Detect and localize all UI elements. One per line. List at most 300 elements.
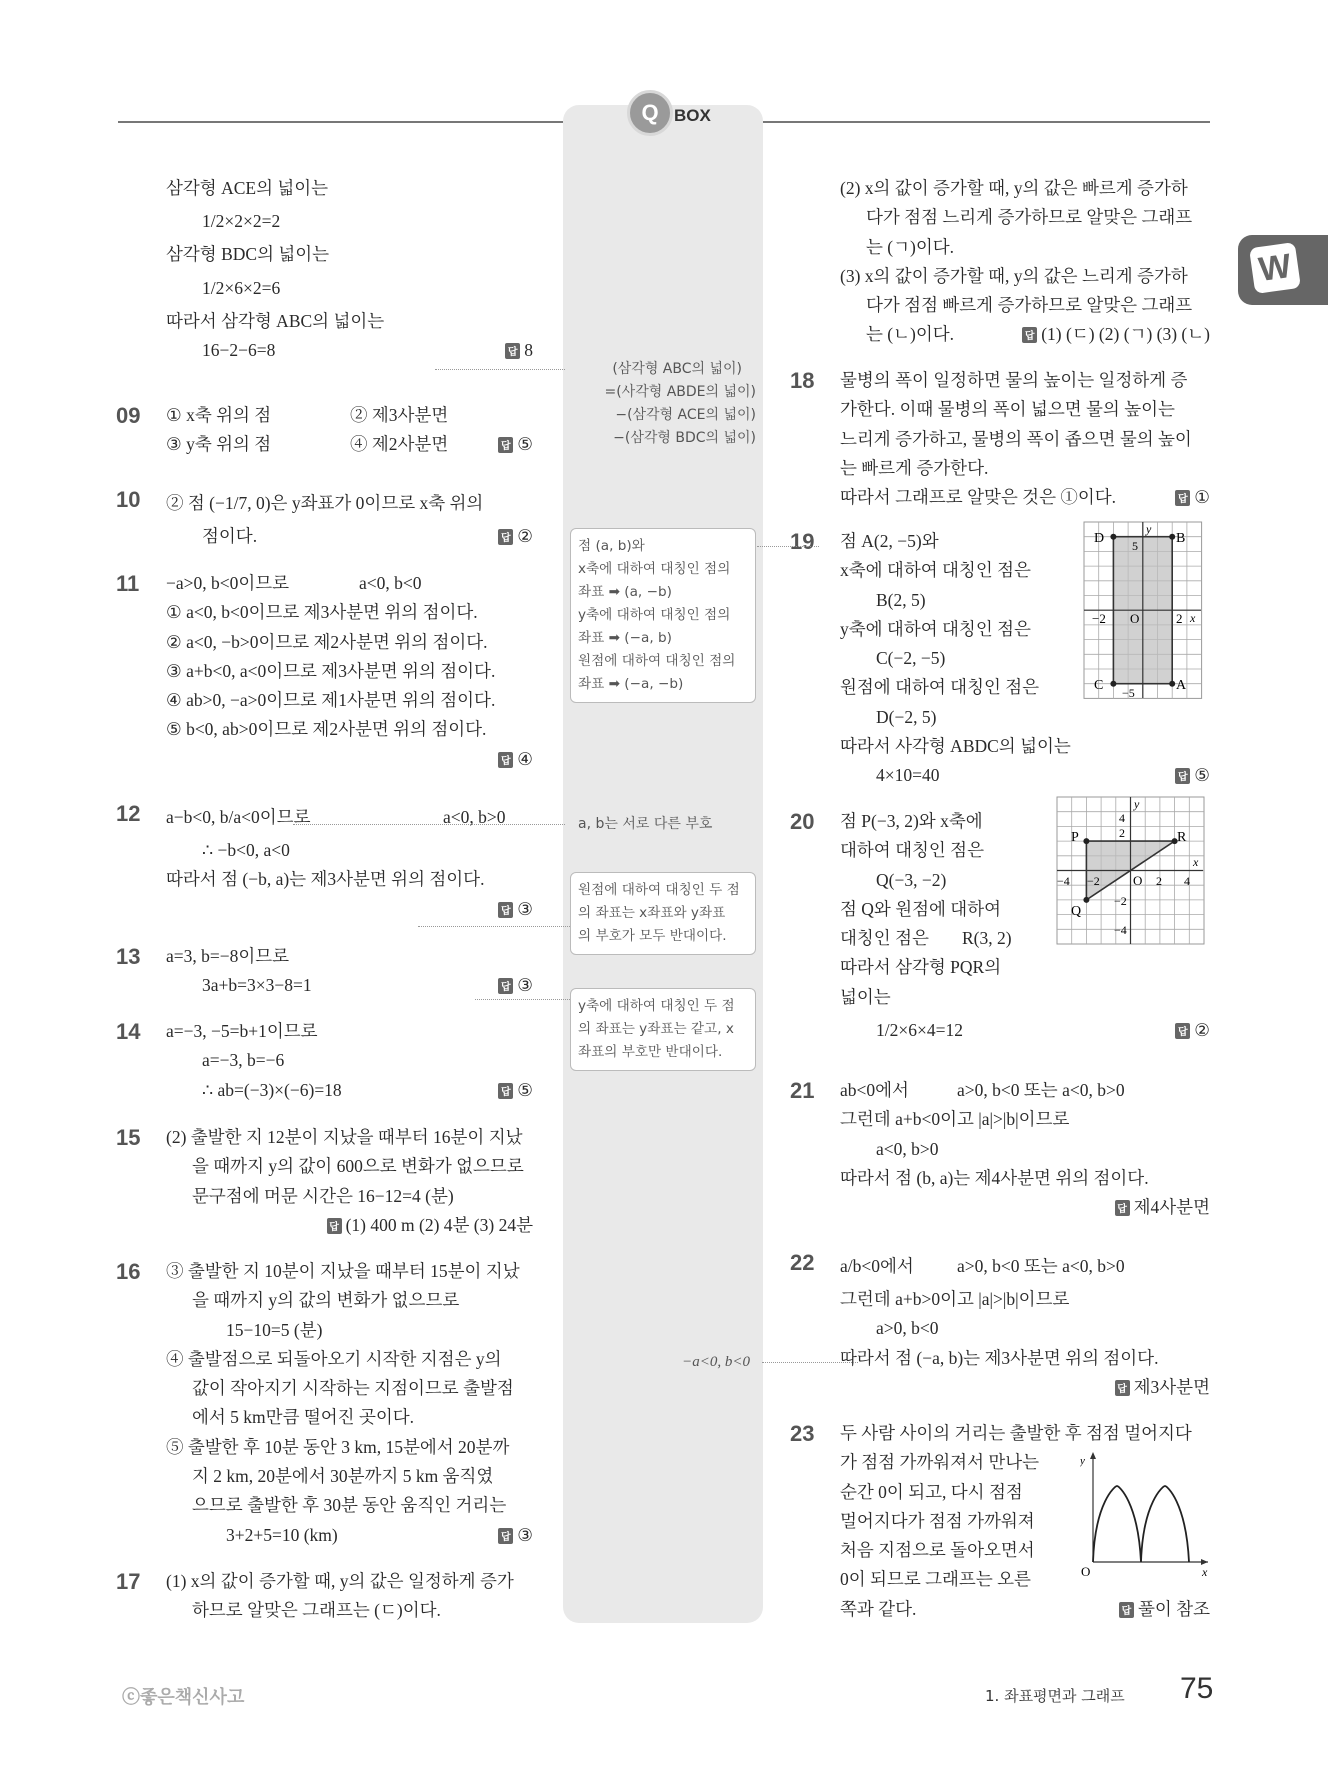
tick-label: 4 bbox=[1184, 874, 1190, 888]
solution-text: 0이 되므로 그래프는 오른 bbox=[840, 1569, 1031, 1590]
solution-line bbox=[166, 270, 533, 307]
solution-line bbox=[166, 1462, 533, 1491]
solution-line bbox=[166, 745, 533, 774]
point-label-a: A bbox=[1176, 678, 1187, 693]
answer-value: ③ bbox=[517, 898, 533, 919]
solution-text: ④ 출발점으로 되돌아오기 시작한 지점은 y의 bbox=[166, 1348, 502, 1369]
answer-value: (1) (ㄷ) (2) (ㄱ) (3) (ㄴ) bbox=[1041, 324, 1210, 345]
point-label-c: C bbox=[1094, 678, 1104, 693]
solution-text: 두 사람 사이의 거리는 출발한 후 점점 멀어지다 bbox=[840, 1423, 1192, 1443]
connector-line bbox=[418, 926, 570, 927]
problem-18 bbox=[790, 366, 1210, 512]
answer-value: 8 bbox=[524, 339, 533, 360]
connector-line bbox=[757, 546, 819, 547]
solution-line bbox=[166, 401, 533, 430]
axis-label-x: x bbox=[1190, 611, 1196, 625]
point-label-b: B bbox=[1176, 531, 1186, 546]
solution-line bbox=[166, 1076, 533, 1105]
answer bbox=[505, 336, 533, 365]
problem-number: 21 bbox=[790, 1078, 815, 1103]
solution-text-col2: R(3, 2) bbox=[962, 928, 1012, 949]
tick-label: 2 bbox=[1176, 611, 1183, 626]
solution-line bbox=[166, 1046, 533, 1075]
problem-11 bbox=[116, 569, 533, 774]
qbox-note-sign: a, b는 서로 다른 부호 bbox=[578, 816, 713, 832]
answer bbox=[1119, 1595, 1210, 1624]
answer-value: 풀이 참조 bbox=[1138, 1598, 1210, 1619]
problem-continued bbox=[166, 174, 533, 365]
problem-10 bbox=[116, 485, 533, 551]
solution-text: ab<0에서 bbox=[840, 1080, 909, 1100]
note-line: 의 부호가 모두 반대이다. bbox=[578, 928, 727, 944]
answer-value: ② bbox=[1194, 1020, 1210, 1041]
solution-text: 1/2×6×2=6 bbox=[202, 277, 281, 298]
solution-text: 16−2−6=8 bbox=[202, 339, 276, 360]
problem-number: 14 bbox=[116, 1019, 141, 1044]
answer-value: (1) 400 m (2) 4분 (3) 24분 bbox=[345, 1214, 533, 1235]
problem-17 bbox=[116, 1567, 533, 1626]
solution-line bbox=[166, 1316, 533, 1345]
solution-text: 4×10=40 bbox=[876, 765, 940, 786]
solution-text: 점이다. bbox=[202, 526, 258, 546]
answer bbox=[498, 1076, 533, 1105]
note-line: 좌표 ➡ (−a, b) bbox=[578, 630, 672, 646]
solution-line bbox=[840, 1135, 1210, 1164]
solution-text: 따라서 점 (−a, b)는 제3사분면 위의 점이다. bbox=[840, 1347, 1159, 1368]
solution-line bbox=[166, 1017, 533, 1046]
axis-label-y: y bbox=[1134, 797, 1140, 811]
solution-text: 따라서 점 (−b, a)는 제3사분면 위의 점이다. bbox=[166, 869, 485, 890]
solution-line bbox=[166, 1286, 533, 1315]
problem-number: 19 bbox=[790, 529, 815, 554]
problem-21 bbox=[790, 1076, 1210, 1222]
tick-label: 4 bbox=[1119, 811, 1125, 825]
tick-label: −2 bbox=[1087, 874, 1100, 888]
solution-text: 물병의 폭이 일정하면 물의 높이는 일정하게 증 bbox=[840, 370, 1188, 390]
answer-icon: 답 bbox=[498, 1083, 513, 1099]
solution-line bbox=[166, 522, 533, 551]
solution-line bbox=[840, 395, 1210, 424]
solution-text: 하므로 알맞은 그래프는 (ㄷ)이다. bbox=[192, 1600, 441, 1621]
solution-line bbox=[166, 657, 533, 686]
solution-line bbox=[166, 1491, 533, 1520]
answer bbox=[498, 745, 533, 774]
solution-text: 는 (ㄴ)이다. bbox=[866, 324, 955, 345]
tick-label: −2 bbox=[1092, 611, 1106, 626]
solution-line bbox=[840, 203, 1210, 232]
answer bbox=[1115, 1193, 1210, 1222]
solution-line bbox=[166, 895, 533, 924]
w-logo-icon: W bbox=[1249, 242, 1301, 294]
answer-icon: 답 bbox=[498, 1528, 513, 1544]
problem-number: 15 bbox=[116, 1125, 141, 1150]
answer-icon: 답 bbox=[498, 529, 513, 545]
solution-text: ② a<0, −b>0이므로 제2사분면 위의 점이다. bbox=[166, 631, 488, 652]
tick-label: −5 bbox=[1122, 686, 1135, 700]
solution-text: 지 2 km, 20분에서 30분까지 5 km 움직였 bbox=[192, 1466, 494, 1487]
axis-label-x: x bbox=[1202, 1565, 1208, 1579]
solution-text: 3+2+5=10 (km) bbox=[226, 1524, 338, 1545]
tick-label: 2 bbox=[1156, 874, 1162, 888]
answer bbox=[498, 430, 533, 459]
solution-text: x축에 대하여 대칭인 점은 bbox=[840, 560, 1031, 581]
solution-line bbox=[840, 1314, 1210, 1343]
note-line: y축에 대하여 대칭인 점의 bbox=[578, 607, 731, 623]
note-line: 좌표의 부호만 반대이다. bbox=[578, 1044, 723, 1060]
problem-09 bbox=[116, 401, 533, 460]
tick-label: −4 bbox=[1057, 874, 1070, 888]
answer-icon: 답 bbox=[1119, 1602, 1134, 1618]
answer-value: ① bbox=[1194, 487, 1210, 508]
solution-text: 점 P(−3, 2)와 x축에 bbox=[840, 811, 983, 831]
solution-line bbox=[166, 865, 533, 894]
solution-text-col2: a>0, b<0 또는 a<0, b>0 bbox=[957, 1080, 1125, 1100]
problem-number: 22 bbox=[790, 1250, 815, 1275]
answer bbox=[498, 895, 533, 924]
solution-text: 따라서 점 (b, a)는 제4사분면 위의 점이다. bbox=[840, 1167, 1149, 1188]
solution-text: (3) x의 값이 증가할 때, y의 값은 느리게 증가하 bbox=[840, 265, 1188, 286]
solution-text: 15−10=5 (분) bbox=[226, 1319, 323, 1340]
solution-line bbox=[840, 366, 1210, 395]
solution-text: 느리게 증가하고, 물병의 폭이 좁으면 물의 높이 bbox=[840, 428, 1192, 449]
solution-line bbox=[840, 320, 1210, 349]
solution-text: 는 빠르게 증가한다. bbox=[840, 457, 989, 478]
solution-text: 을 때까지 y의 값이 600으로 변화가 없으므로 bbox=[192, 1156, 524, 1177]
problem-number: 16 bbox=[116, 1259, 141, 1284]
answer bbox=[1175, 1012, 1210, 1049]
solution-text: 에서 5 km만큼 떨어진 곳이다. bbox=[192, 1407, 415, 1428]
note-line: 좌표 ➡ (−a, −b) bbox=[578, 676, 684, 692]
problem-13 bbox=[116, 942, 533, 1001]
solution-line bbox=[166, 686, 533, 715]
solution-text: 다가 점점 느리게 증가하므로 알맞은 그래프 bbox=[866, 207, 1193, 228]
chapter-title: 1. 좌표평면과 그래프 bbox=[985, 1687, 1125, 1705]
note-line: 원점에 대하여 대칭인 두 점 bbox=[578, 882, 740, 898]
note-line: 점 (a, b)와 bbox=[578, 538, 645, 554]
solution-line bbox=[840, 1164, 1210, 1193]
qbox-note-area bbox=[570, 358, 756, 450]
solution-text: a−b<0, b/a<0이므로 bbox=[166, 807, 311, 827]
solution-line bbox=[166, 836, 533, 865]
solution-text: 는 (ㄱ)이다. bbox=[866, 236, 955, 257]
solution-line bbox=[840, 425, 1210, 454]
problem-number: 17 bbox=[116, 1569, 141, 1594]
solution-line bbox=[166, 1152, 533, 1181]
solution-line bbox=[840, 732, 1210, 761]
solution-line bbox=[840, 1285, 1210, 1314]
solution-line bbox=[166, 240, 533, 269]
point-label-d: D bbox=[1094, 531, 1105, 546]
graph-rectangle-abdc bbox=[1078, 518, 1208, 708]
solution-text: ② 점 (−1/7, 0)은 y좌표가 0이므로 x축 위의 bbox=[166, 493, 484, 513]
solution-line bbox=[166, 430, 533, 459]
solution-text: a>0, b<0 bbox=[876, 1318, 939, 1339]
origin-label: O bbox=[1081, 1564, 1091, 1579]
answer bbox=[498, 971, 533, 1000]
answer-value: ⑤ bbox=[1194, 765, 1210, 786]
solution-text: 을 때까지 y의 값의 변화가 없으므로 bbox=[192, 1290, 460, 1311]
solution-line bbox=[840, 233, 1210, 262]
graph-distance bbox=[1080, 1450, 1215, 1582]
solution-text: 점 Q와 원점에 대하여 bbox=[840, 898, 1002, 919]
solution-line bbox=[166, 336, 533, 365]
solution-line bbox=[166, 1596, 533, 1625]
qbox-origin-box bbox=[570, 872, 756, 955]
solution-line bbox=[166, 1211, 533, 1240]
solution-line bbox=[166, 203, 533, 240]
point-label-r: R bbox=[1177, 830, 1187, 845]
solution-line bbox=[166, 1433, 533, 1462]
solution-line bbox=[840, 262, 1210, 291]
solution-text: 3a+b=3×3−8=1 bbox=[202, 975, 312, 996]
answer bbox=[1022, 320, 1210, 349]
solution-text: ∴ −b<0, a<0 bbox=[202, 840, 290, 860]
note-line: 좌표 ➡ (a, −b) bbox=[578, 584, 672, 600]
answer-icon: 답 bbox=[505, 343, 520, 359]
solution-line bbox=[166, 1567, 533, 1596]
solution-text: −a>0, b<0이므로 bbox=[166, 573, 290, 593]
graph-triangle-pqr bbox=[1052, 793, 1212, 953]
solution-text: 삼각형 BDC의 넓이는 bbox=[166, 244, 330, 265]
answer-icon: 답 bbox=[1022, 327, 1037, 343]
solution-text: ③ a+b<0, a<0이므로 제3사분면 위의 점이다. bbox=[166, 660, 496, 681]
note-line: =(사각형 ABDE의 넓이) bbox=[604, 384, 756, 400]
note-line: 의 좌표는 x좌표와 y좌표 bbox=[578, 905, 726, 921]
answer-icon: 답 bbox=[1175, 768, 1190, 784]
connector-line bbox=[435, 369, 565, 370]
solution-text: 1/2×6×4=12 bbox=[876, 1020, 963, 1041]
answer-value: ③ bbox=[517, 975, 533, 996]
solution-text: 다가 점점 빠르게 증가하므로 알맞은 그래프 bbox=[866, 295, 1193, 316]
origin-label: O bbox=[1133, 873, 1143, 888]
problem-14 bbox=[116, 1017, 533, 1105]
tick-label: 5 bbox=[1132, 539, 1138, 553]
answer-icon: 답 bbox=[498, 752, 513, 768]
solution-text-col2: ④ 제2사분면 bbox=[350, 434, 449, 455]
solution-line bbox=[840, 291, 1210, 320]
solution-text: 넓이는 bbox=[840, 986, 891, 1007]
solution-text: 으므로 출발한 후 30분 동안 움직인 거리는 bbox=[192, 1495, 507, 1516]
solution-line bbox=[166, 1345, 533, 1374]
solution-line bbox=[166, 628, 533, 657]
problem-number: 11 bbox=[116, 571, 140, 596]
solution-text: 1/2×2×2=2 bbox=[202, 211, 281, 232]
solution-text-col2: a<0, b>0 bbox=[443, 807, 506, 827]
note-line: y축에 대하여 대칭인 두 점 bbox=[578, 998, 735, 1014]
connector-line bbox=[475, 999, 570, 1000]
solution-text: 값이 작아지기 시작하는 지점이므로 출발점 bbox=[192, 1378, 514, 1399]
solution-line bbox=[840, 1076, 1210, 1105]
solution-text: 그런데 a+b>0이고 |a|>|b|이므로 bbox=[840, 1289, 1070, 1309]
solution-text: (2) x의 값이 증가할 때, y의 값은 빠르게 증가하 bbox=[840, 178, 1188, 198]
tick-label: −2 bbox=[1114, 894, 1127, 908]
solution-text: 따라서 삼각형 PQR의 bbox=[840, 957, 1002, 978]
answer bbox=[498, 522, 533, 551]
answer-value: ⑤ bbox=[517, 1079, 533, 1100]
solution-text: B(2, 5) bbox=[876, 589, 926, 610]
qbox-note-neg: −a<0, b<0 bbox=[682, 1354, 750, 1370]
note-line: x축에 대하여 대칭인 점의 bbox=[578, 561, 731, 577]
publisher-logo: ⓒ좋은책신사고 bbox=[122, 1687, 245, 1708]
solution-line bbox=[840, 454, 1210, 483]
problem-number: 18 bbox=[790, 368, 815, 393]
tick-label: −4 bbox=[1114, 923, 1127, 937]
solution-text: 따라서 삼각형 ABC의 넓이는 bbox=[166, 310, 385, 331]
answer-value: ③ bbox=[517, 1524, 533, 1545]
solution-text: ④ ab>0, −a>0이므로 제1사분면 위의 점이다. bbox=[166, 690, 496, 711]
answer-value: ⑤ bbox=[517, 434, 533, 455]
note-line: 원점에 대하여 대칭인 점의 bbox=[578, 653, 736, 669]
solution-line bbox=[840, 174, 1210, 203]
solution-text: ③ y축 위의 점 bbox=[166, 434, 272, 455]
answer-icon: 답 bbox=[1115, 1380, 1130, 1396]
solution-text: 가 점점 가까워져서 만나는 bbox=[840, 1452, 1040, 1473]
answer-icon: 답 bbox=[1175, 490, 1190, 506]
solution-text: a=−3, −5=b+1이므로 bbox=[166, 1021, 318, 1041]
answer-icon: 답 bbox=[327, 1218, 342, 1234]
connector-line bbox=[762, 1362, 858, 1363]
solution-text: a=−3, b=−6 bbox=[202, 1050, 285, 1071]
solution-text: ① a<0, b<0이므로 제3사분면 위의 점이다. bbox=[166, 602, 478, 623]
solution-text: 그런데 a+b<0이고 |a|>|b|이므로 bbox=[840, 1109, 1070, 1130]
solution-line bbox=[166, 307, 533, 336]
point-label-q: Q bbox=[1071, 904, 1082, 919]
qbox-label: BOX bbox=[674, 106, 711, 125]
answer-icon: 답 bbox=[498, 437, 513, 453]
solution-text: 점 A(2, −5)와 bbox=[840, 531, 939, 551]
problem-number: 12 bbox=[116, 801, 141, 826]
problem-15 bbox=[116, 1123, 533, 1240]
solution-text: (1) x의 값이 증가할 때, y의 값은 일정하게 증가 bbox=[166, 1571, 514, 1591]
answer-value: 제3사분면 bbox=[1133, 1376, 1210, 1397]
solution-line bbox=[840, 1248, 1210, 1285]
solution-line bbox=[840, 1595, 1210, 1624]
answer bbox=[1115, 1373, 1210, 1402]
qbox-sidebar bbox=[563, 105, 763, 1623]
answer bbox=[1175, 483, 1210, 512]
note-line: 의 좌표는 y좌표는 같고, x bbox=[578, 1021, 734, 1037]
solution-line bbox=[840, 1344, 1210, 1373]
answer-icon: 답 bbox=[498, 902, 513, 918]
solution-line bbox=[166, 1403, 533, 1432]
solution-line bbox=[840, 1012, 1210, 1049]
answer-icon: 답 bbox=[498, 978, 513, 994]
solution-text: a=3, b=−8이므로 bbox=[166, 946, 290, 966]
solution-line bbox=[840, 1193, 1210, 1222]
answer-icon: 답 bbox=[1115, 1200, 1130, 1216]
answer-icon: 답 bbox=[1175, 1023, 1190, 1039]
solution-line bbox=[166, 1374, 533, 1403]
q-icon: Q bbox=[627, 90, 673, 136]
answer-value: ② bbox=[517, 526, 533, 546]
answer bbox=[498, 1521, 533, 1550]
problem-number: 20 bbox=[790, 809, 815, 834]
solution-text: Q(−3, −2) bbox=[876, 869, 947, 890]
solution-text: 대하여 대칭인 점은 bbox=[840, 840, 984, 861]
solution-line bbox=[166, 598, 533, 627]
solution-text: 처음 지점으로 돌아오면서 bbox=[840, 1540, 1035, 1561]
section-tab bbox=[1238, 235, 1328, 305]
solution-line bbox=[840, 1105, 1210, 1134]
solution-text: ⑤ b<0, ab>0이므로 제2사분면 위의 점이다. bbox=[166, 719, 487, 740]
solution-line bbox=[166, 971, 533, 1000]
solution-text: C(−2, −5) bbox=[876, 648, 946, 669]
solution-line bbox=[840, 983, 1210, 1012]
solution-line bbox=[166, 174, 533, 203]
solution-line bbox=[166, 1182, 533, 1211]
problem-continued bbox=[840, 174, 1210, 350]
solution-text: 원점에 대하여 대칭인 점은 bbox=[840, 677, 1040, 698]
solution-line bbox=[840, 1373, 1210, 1402]
solution-line bbox=[840, 1419, 1210, 1448]
solution-text: 문구점에 머문 시간은 16−12=4 (분) bbox=[192, 1185, 454, 1206]
answer bbox=[327, 1211, 533, 1240]
tick-label: 2 bbox=[1119, 826, 1125, 840]
axis-label-x: x bbox=[1193, 855, 1199, 869]
note-line: −(삼각형 BDC의 넓이) bbox=[613, 430, 756, 446]
solution-text-col2: ② 제3사분면 bbox=[350, 405, 449, 425]
solution-text: ① x축 위의 점 bbox=[166, 405, 272, 425]
answer bbox=[1175, 761, 1210, 790]
solution-text: 따라서 사각형 ABDC의 넓이는 bbox=[840, 736, 1071, 757]
note-line: (삼각형 ABC의 넓이) bbox=[612, 361, 742, 377]
solution-line bbox=[166, 942, 533, 971]
answer-value: ④ bbox=[517, 748, 533, 769]
solution-line bbox=[166, 569, 533, 598]
solution-text: ⑤ 출발한 후 10분 동안 3 km, 15분에서 20분까 bbox=[166, 1436, 510, 1457]
solution-text: 가한다. 이때 물병의 폭이 넓으면 물의 높이는 bbox=[840, 399, 1175, 420]
axis-label-y: y bbox=[1146, 522, 1152, 536]
solution-line bbox=[840, 953, 1210, 982]
solution-text: y축에 대하여 대칭인 점은 bbox=[840, 618, 1031, 639]
note-line: −(삼각형 ACE의 넓이) bbox=[615, 407, 756, 423]
connector-line bbox=[293, 824, 565, 825]
solution-text: ③ 출발한 지 10분이 지났을 때부터 15분이 지났 bbox=[166, 1261, 520, 1281]
axis-label-y: y bbox=[1080, 1455, 1085, 1467]
solution-text: 멀어지다가 점점 가까워져 bbox=[840, 1510, 1035, 1531]
solution-text: D(−2, 5) bbox=[876, 706, 937, 727]
problem-number: 09 bbox=[116, 403, 141, 428]
solution-text: 대칭인 점은 bbox=[840, 928, 929, 949]
problem-16 bbox=[116, 1257, 533, 1550]
solution-text: 순간 0이 되고, 다시 점점 bbox=[840, 1481, 1023, 1502]
origin-label: O bbox=[1130, 611, 1140, 626]
solution-text-col2: a<0, b<0 bbox=[359, 573, 422, 593]
page-number: 75 bbox=[1180, 1672, 1214, 1705]
solution-line bbox=[840, 761, 1210, 790]
solution-line bbox=[166, 1521, 533, 1550]
solution-line bbox=[840, 483, 1210, 512]
solution-line bbox=[166, 1123, 533, 1152]
solution-text: (2) 출발한 지 12분이 지났을 때부터 16분이 지났 bbox=[166, 1127, 523, 1147]
problem-12 bbox=[116, 799, 533, 924]
point-label-p: P bbox=[1071, 830, 1079, 845]
solution-line bbox=[166, 715, 533, 744]
problem-number: 10 bbox=[116, 487, 141, 512]
problem-22 bbox=[790, 1248, 1210, 1402]
solution-line bbox=[166, 485, 533, 522]
solution-text: 따라서 그래프로 알맞은 것은 ①이다. bbox=[840, 487, 1117, 508]
solution-text: a<0, b>0 bbox=[876, 1138, 939, 1159]
solution-line bbox=[166, 799, 533, 836]
problem-number: 13 bbox=[116, 944, 141, 969]
solution-line bbox=[166, 1257, 533, 1286]
problem-number: 23 bbox=[790, 1421, 815, 1446]
solution-text: a/b<0에서 bbox=[840, 1256, 914, 1276]
solution-text-col2: a>0, b<0 또는 a<0, b>0 bbox=[957, 1256, 1125, 1276]
qbox-symmetry-box bbox=[570, 528, 756, 703]
answer-value: 제4사분면 bbox=[1133, 1197, 1210, 1218]
